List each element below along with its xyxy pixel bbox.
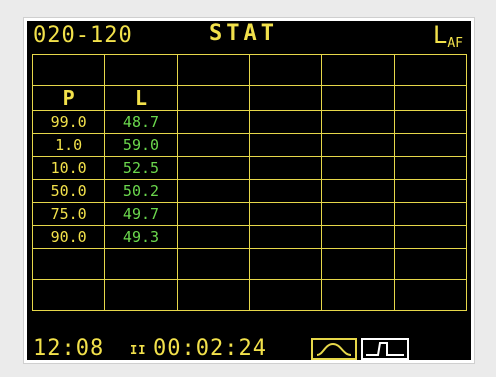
level-cell: 49.7 — [105, 203, 177, 226]
table-row — [33, 280, 467, 311]
sine-wave-icon[interactable] — [311, 338, 357, 360]
percentile-cell: 99.0 — [33, 111, 105, 134]
table-row — [33, 180, 467, 203]
table-row — [33, 157, 467, 180]
table-row — [33, 249, 467, 280]
column-header-l: L — [105, 86, 177, 111]
pulse-icon[interactable] — [361, 338, 409, 360]
level-cell: 52.5 — [105, 157, 177, 180]
stat-table — [32, 54, 467, 311]
meter-display — [24, 18, 474, 363]
weighting-main: L — [432, 21, 448, 49]
header-bar — [27, 21, 471, 51]
elapsed-time: 00:02:24 — [153, 336, 267, 361]
range-label: 020-120 — [33, 23, 133, 48]
table-row — [33, 55, 467, 86]
percentile-cell: 10.0 — [33, 157, 105, 180]
level-cell: 59.0 — [105, 134, 177, 157]
weighting-indicator — [433, 21, 463, 49]
level-cell: 49.3 — [105, 226, 177, 249]
table-row — [33, 134, 467, 157]
table-row — [33, 203, 467, 226]
percentile-cell: 90.0 — [33, 226, 105, 249]
level-cell: 50.2 — [105, 180, 177, 203]
status-bar — [27, 337, 471, 363]
clock-time: 12:08 — [33, 336, 105, 361]
percentile-cell: 50.0 — [33, 180, 105, 203]
mode-label: STAT — [209, 21, 278, 46]
percentile-cell: 1.0 — [33, 134, 105, 157]
weighting-sub: AF — [447, 36, 463, 51]
column-header-p: P — [33, 86, 105, 111]
level-cell: 48.7 — [105, 111, 177, 134]
pause-icon[interactable]: II — [130, 343, 147, 357]
table-row — [33, 226, 467, 249]
table-row — [33, 111, 467, 134]
table-header-row — [33, 86, 467, 111]
percentile-cell: 75.0 — [33, 203, 105, 226]
